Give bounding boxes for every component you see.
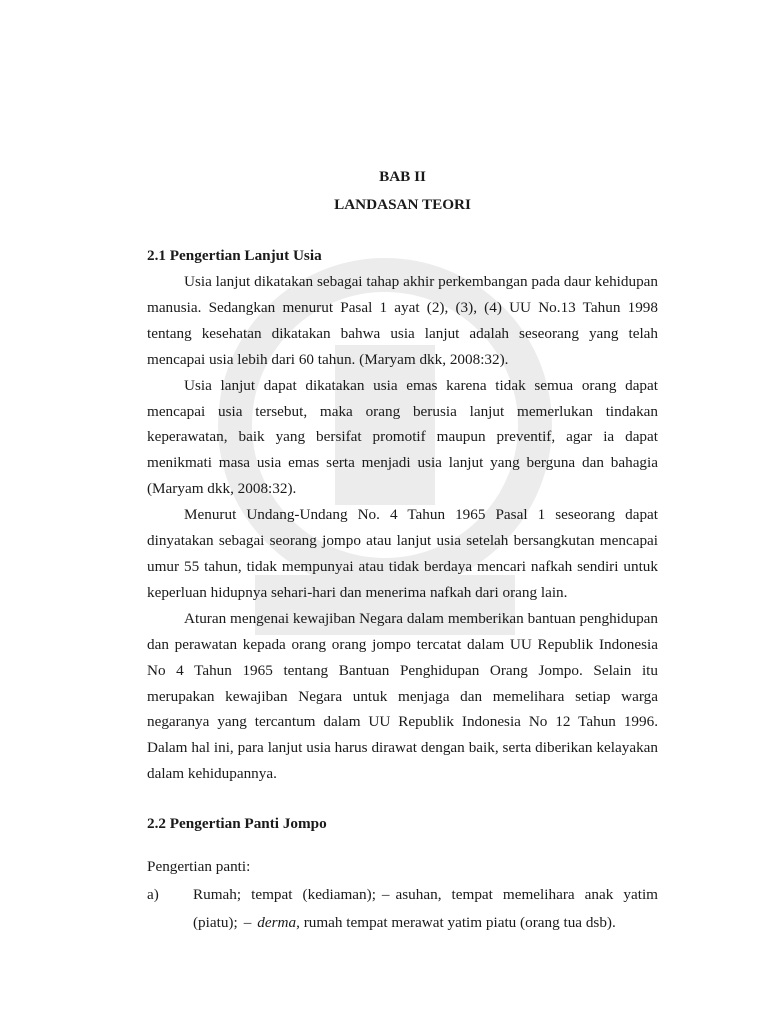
- paragraph: Aturan mengenai kewajiban Negara dalam memberikan bantuan penghidupan dan perawatan kepada orang orang jompo tercatat dalam UU Republik Indonesia No 4 Tahun 1965 tentang Bantuan Penghidupan Orang Jompo. Selain itu merupakan kewajiban Negara untuk menjaga dan memelihara setiap warga negaranya yang tercantum dalam UU Republik Indonesia No 12 Tahun 1996. Dalam hal ini, para lanjut usia harus dirawat dengan baik, serta diberikan kelayakan dalam kehidupannya.: [147, 609, 658, 783]
- paragraph: Menurut Undang-Undang No. 4 Tahun 1965 Pasal 1 seseorang dapat dinyatakan sebagai seorang jompo atau lanjut usia setelah bersangkutan mencapai umur 55 tahun, tidak mempunyai atau tidak berdaya mencari nafkah sendiri untuk keperluan hidupnya sehari-hari dan menerima nafkah dari orang lain.: [147, 506, 658, 601]
- list-item-text: , rumah tempat merawat yatim piatu (orang tua dsb).: [296, 914, 616, 932]
- dash: –: [381, 886, 390, 904]
- dash: –: [243, 914, 252, 932]
- italic-term: derma: [257, 914, 297, 932]
- paragraph: Usia lanjut dapat dikatakan usia emas karena tidak semua orang dapat mencapai usia tersebut, maka orang berusia lanjut memerlukan tindakan keperawatan, baik yang bersifat promotif maupun preventif, agar ia dapat menikmati masa usia emas serta menjadi usia lanjut yang berguna dan bahagia (Maryam dkk, 2008:32).: [147, 376, 658, 498]
- paragraph: Usia lanjut dikatakan sebagai tahap akhir perkembangan pada daur kehidupan manusia. Sedangkan menurut Pasal 1 ayat (2), (3), (4) UU No.13 Tahun 1998 tentang kesehatan dikatakan bahwa usia lanjut adalah seseorang yang telah mencapai usia lebih dari 60 tahun. (Maryam dkk, 2008:32).: [147, 273, 658, 368]
- section-heading-2-1: 2.1 Pengertian Lanjut Usia: [147, 247, 322, 264]
- definition-list: [147, 881, 658, 937]
- section-heading-2-2: 2.2 Pengertian Panti Jompo: [147, 815, 327, 833]
- list-item-text: asuhan, tempat memelihara anak yatim (piatu);: [193, 886, 658, 932]
- document-page: [147, 163, 658, 937]
- chapter-label: BAB II: [379, 168, 426, 185]
- list-marker: a): [147, 886, 159, 904]
- definition-intro: Pengertian panti:: [147, 858, 251, 876]
- list-item: [193, 881, 658, 937]
- chapter-title: LANDASAN TEORI: [334, 196, 471, 213]
- list-item-text: Rumah; tempat (kediaman);: [193, 886, 376, 904]
